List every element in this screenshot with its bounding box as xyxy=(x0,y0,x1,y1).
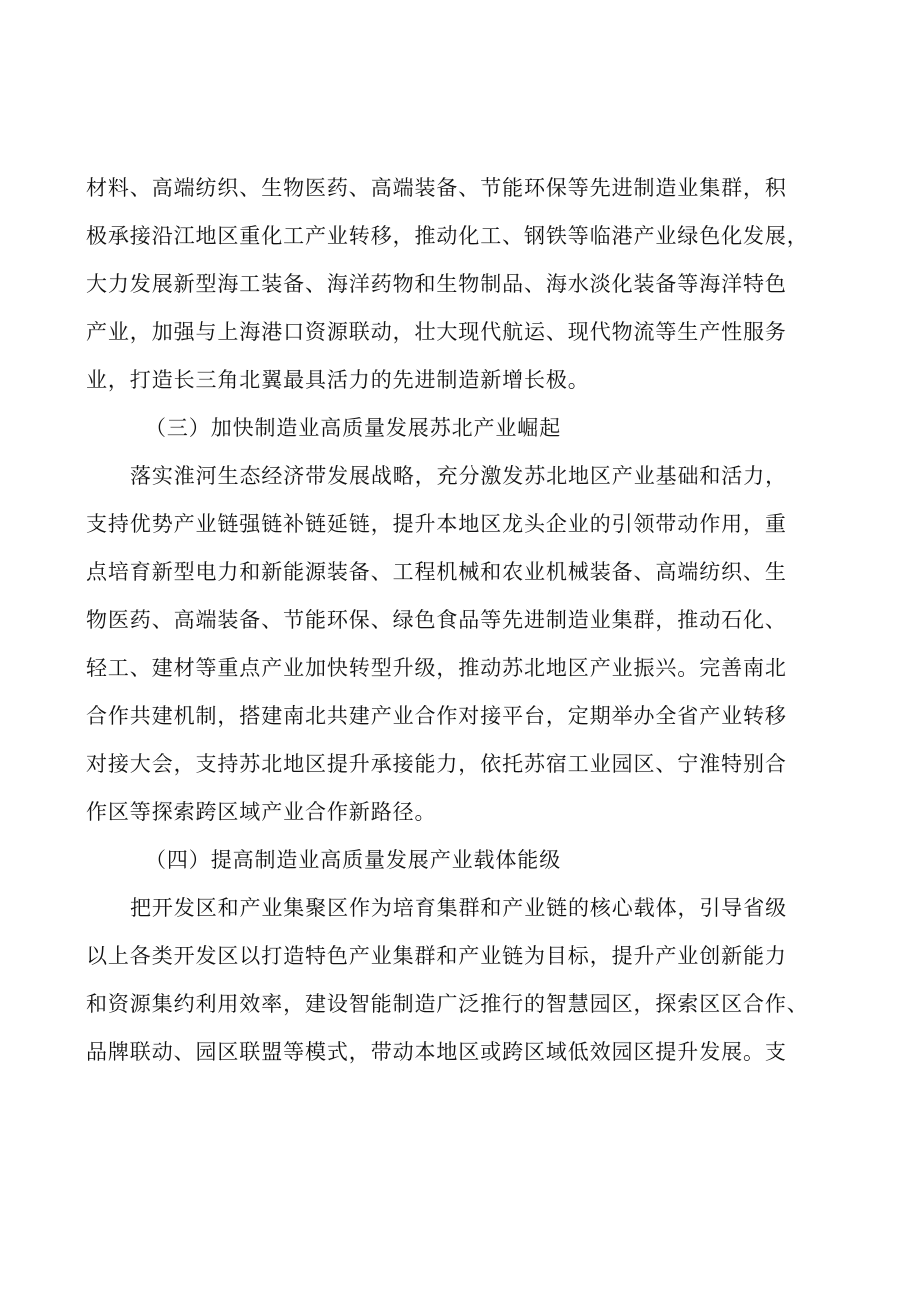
paragraph-line: 把开发区和产业集聚区作为培育集群和产业链的核心载体，引导省级 xyxy=(130,896,787,920)
paragraph-line: 支持优势产业链强链补链延链，提升本地区龙头企业的引领带动作用，重 xyxy=(86,512,787,536)
paragraph-line: 大力发展新型海工装备、海洋药物和生物制品、海水淡化装备等海洋特色 xyxy=(86,272,787,296)
paragraph-line: 品牌联动、园区联盟等模式，带动本地区或跨区域低效园区提升发展。支 xyxy=(86,1040,787,1064)
paragraph-line: 合作共建机制，搭建南北共建产业合作对接平台，定期举办全省产业转移 xyxy=(86,704,787,728)
paragraph-line: 业，打造长三角北翼最具活力的先进制造新增长极。 xyxy=(86,368,590,392)
section-heading: （四）提高制造业高质量发展产业载体能级 xyxy=(145,848,562,872)
paragraph-line: 点培育新型电力和新能源装备、工程机械和农业机械装备、高端纺织、生 xyxy=(86,560,787,584)
paragraph-line: 对接大会，支持苏北地区提升承接能力，依托苏宿工业园区、宁淮特别合 xyxy=(86,752,787,776)
paragraph-line: 极承接沿江地区重化工产业转移，推动化工、钢铁等临港产业绿色化发展， xyxy=(86,224,809,248)
paragraph-line: 轻工、建材等重点产业加快转型升级，推动苏北地区产业振兴。完善南北 xyxy=(86,656,787,680)
paragraph-line: 和资源集约利用效率，建设智能制造广泛推行的智慧园区，探索区区合作、 xyxy=(86,992,809,1016)
paragraph-line: 作区等探索跨区域产业合作新路径。 xyxy=(86,800,437,824)
paragraph-line: 以上各类开发区以打造特色产业集群和产业链为目标，提升产业创新能力 xyxy=(86,944,787,968)
paragraph-line: 材料、高端纺织、生物医药、高端装备、节能环保等先进制造业集群，积 xyxy=(86,176,787,200)
paragraph-line: 落实淮河生态经济带发展战略，充分激发苏北地区产业基础和活力， xyxy=(130,464,787,488)
section-heading: （三）加快制造业高质量发展苏北产业崛起 xyxy=(145,416,562,440)
paragraph-line: 产业，加强与上海港口资源联动，壮大现代航运、现代物流等生产性服务 xyxy=(86,320,787,344)
paragraph-line: 物医药、高端装备、节能环保、绿色食品等先进制造业集群，推动石化、 xyxy=(86,608,787,632)
